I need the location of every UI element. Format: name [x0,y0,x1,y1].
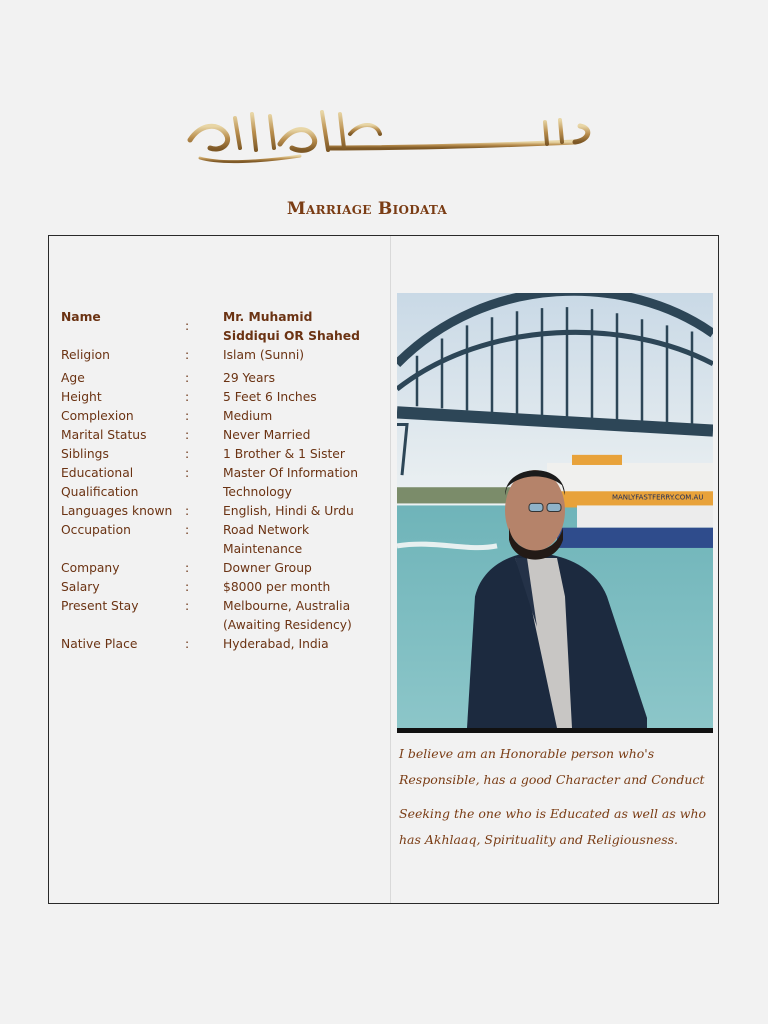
detail-separator: : [185,319,190,333]
quote-character: I believe am an Honorable person who's Responsible, has a good Character and Conduct [399,746,705,787]
detail-separator: : [185,428,190,442]
detail-separator: : [185,561,190,575]
detail-label: Age [61,371,85,385]
detail-label: Religion [61,348,110,362]
detail-label: Languages known [61,504,173,518]
detail-value: Medium [223,409,273,423]
detail-label: Occupation [61,523,131,537]
detail-separator: : [185,371,190,385]
ferry-boat [547,455,713,548]
detail-row-native-place [61,635,381,654]
detail-separator: : [185,390,190,404]
detail-label: Marital Status [61,428,147,442]
detail-separator: : [185,447,190,461]
detail-row-height [61,388,381,407]
detail-label: Native Place [61,637,138,651]
page-title: Marriage Biodata [286,199,448,219]
biodata-frame [48,235,719,904]
detail-row-education [61,464,381,502]
detail-value: English, Hindi & Urdu [223,504,354,518]
column-divider [390,236,391,903]
detail-label: Name [61,310,101,324]
detail-label: Salary [61,580,100,594]
detail-label: Present Stay [61,599,139,613]
detail-value: Downer Group [223,561,312,575]
ferry-sign: MANLYFASTFERRY.COM.AU [612,492,704,502]
detail-value: $8000 per month [223,580,331,594]
detail-row-siblings [61,445,381,464]
personal-statement [399,741,709,861]
detail-separator: : [185,348,190,362]
detail-value: Master Of Information Technology [223,466,359,499]
detail-row-company [61,559,381,578]
details-table [61,308,381,654]
detail-value: Hyderabad, India [223,637,329,651]
detail-row-present-stay [61,597,381,635]
bismillah-calligraphy-logo [180,104,600,168]
detail-row-occupation [61,521,381,559]
detail-value: Never Married [223,428,311,442]
detail-row-name [61,308,381,346]
detail-separator: : [185,580,190,594]
detail-separator: : [185,466,190,480]
detail-value: 29 Years [223,371,275,385]
profile-photo [397,293,713,733]
detail-row-religion [61,346,381,365]
detail-value: Melbourne, Australia (Awaiting Residency) [223,599,352,632]
detail-label: Siblings [61,447,109,461]
detail-separator: : [185,504,190,518]
detail-value: Mr. Muhamid Siddiqui OR Shahed [223,310,360,343]
detail-row-salary [61,578,381,597]
detail-row-complexion [61,407,381,426]
detail-value: Road Network Maintenance [223,523,310,556]
detail-separator: : [185,637,190,651]
detail-separator: : [185,523,190,537]
detail-row-marital-status [61,426,381,445]
detail-label: Educational Qualification [61,466,139,499]
detail-value: 1 Brother & 1 Sister [223,447,345,461]
detail-row-age [61,369,381,388]
detail-value: 5 Feet 6 Inches [223,390,317,404]
quote-seeking: Seeking the one who is Educated as well as who has Akhlaaq, Spirituality and Religiousness. [399,806,707,847]
detail-value: Islam (Sunni) [223,348,305,362]
detail-label: Complexion [61,409,134,423]
detail-label: Company [61,561,120,575]
detail-separator: : [185,409,190,423]
detail-row-languages [61,502,381,521]
detail-label: Height [61,390,102,404]
detail-separator: : [185,599,190,613]
